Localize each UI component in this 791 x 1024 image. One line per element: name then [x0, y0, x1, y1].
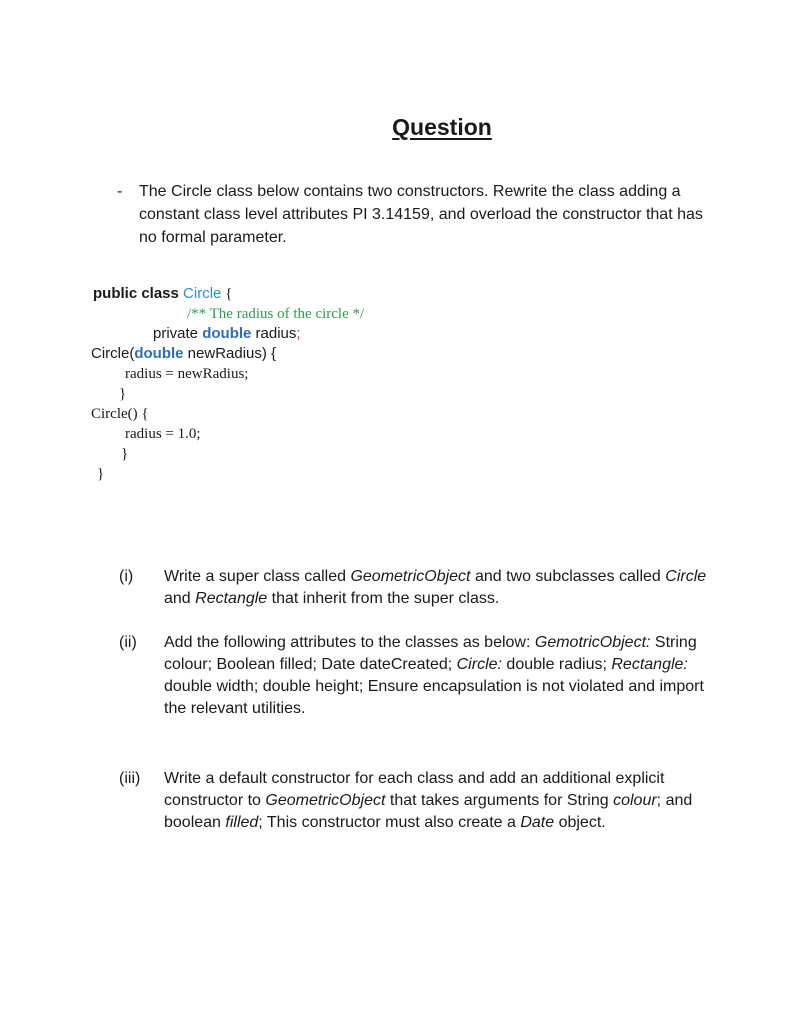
code-line-7: Circle() { — [91, 406, 149, 422]
code-line-6: } — [119, 386, 127, 402]
item-number: (i) — [119, 568, 134, 585]
code-line-1: public class Circle { — [93, 285, 233, 302]
intro-text: The Circle class below contains two constructors. Rewrite the class adding a constant class level attributes PI 3.14159, and overload the constructor that has no formal parameter. — [139, 183, 703, 246]
code-line-10: } — [97, 466, 105, 482]
item-number: (iii) — [119, 770, 141, 787]
item-number: (ii) — [119, 634, 137, 651]
code-line-5: radius = newRadius; — [125, 366, 249, 382]
code-block — [0, 284, 791, 494]
code-line-2: /** The radius of the circle */ — [187, 306, 365, 322]
item-text: Add the following attributes to the classes as below: GemotricObject: String colour; Boolean filled; Date dateCreated; Circle: double radius; Rectangle: double width; double height; Ensure encapsulation is not violated and import the relevant utilities. — [164, 634, 704, 717]
page-title: Question — [392, 114, 492, 140]
item-text: Write a default constructor for each class and add an additional explicit constructor to GeometricObject that takes arguments for String colour; and boolean filled; This constructor must also create a Date object. — [164, 770, 693, 831]
item-text: Write a super class called GeometricObject and two subclasses called Circle and Rectangle that inherit from the super class. — [164, 568, 707, 607]
code-line-4: Circle(double newRadius) { — [91, 345, 277, 362]
code-line-8: radius = 1.0; — [125, 426, 201, 442]
intro-paragraph — [117, 180, 717, 249]
bullet-dash: - — [117, 183, 123, 200]
code-line-3: private double radius; — [153, 325, 301, 342]
code-line-9: } — [121, 446, 129, 462]
